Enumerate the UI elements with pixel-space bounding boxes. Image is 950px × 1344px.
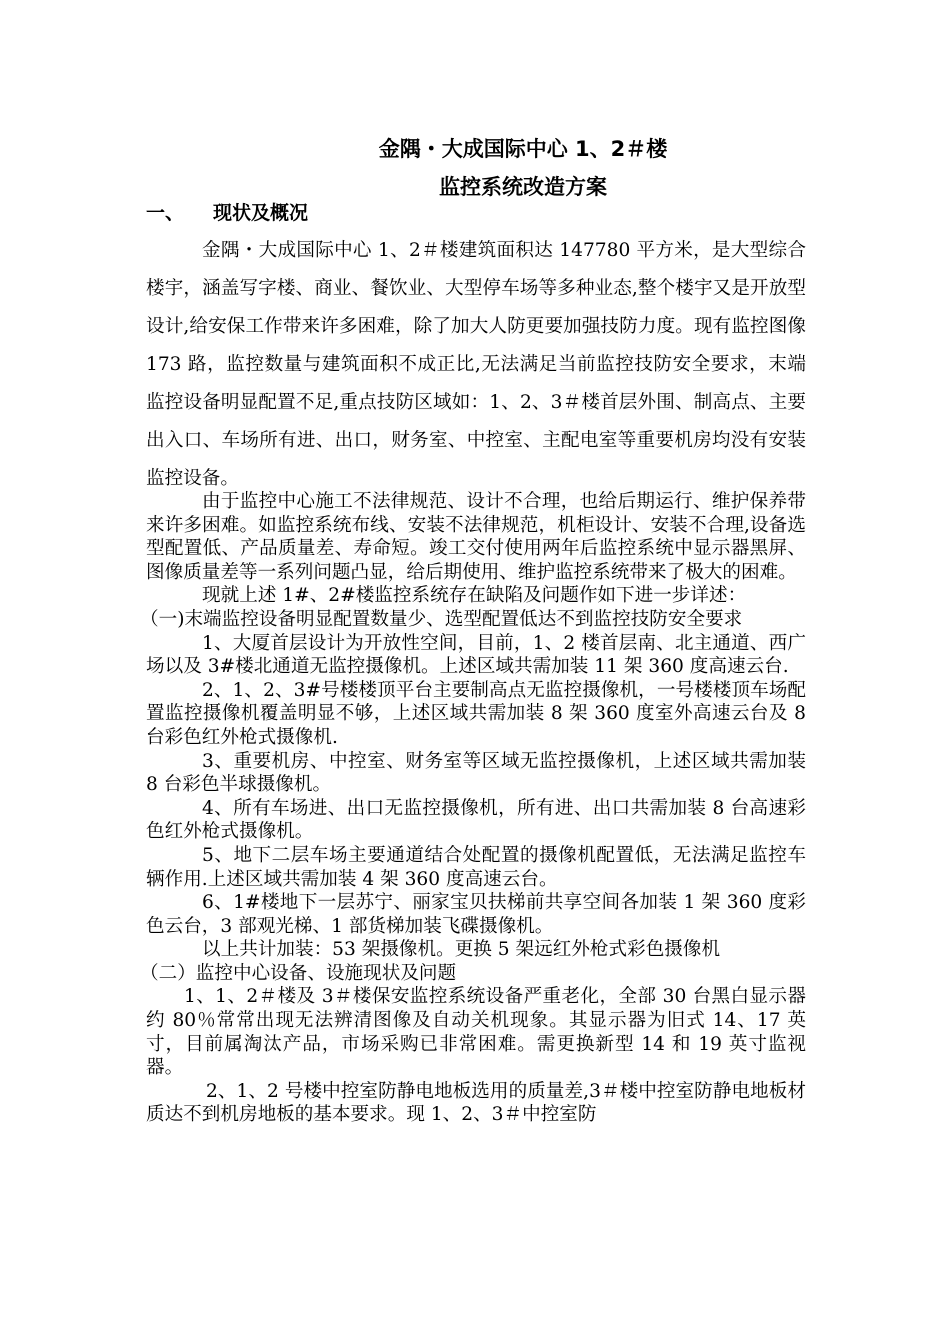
- document-title: 金隅・大成国际中心 1、2＃楼: [378, 137, 668, 161]
- paragraph: 金隅・大成国际中心 1、2＃楼建筑面积达 147780 平方米，是大型综合楼宇，涵盖写字楼、商业、餐饮业、大型停车场等多种业态,整个楼宇又是开放型设计,给安保工作带来许多困难，除了加大人防更要加强技防力度。现有监控图像 173 路，监控数量与建筑面积不成正比,无法满足当前监控技防安全要求，末端监控设备明显配置不足,重点技防区域如：1、2、3＃楼首层外围、制高点、主要出入口、车场所有进、出口，财务室、中控室、主配电室等重要机房均没有安装监控设备。: [146, 240, 806, 489]
- document-subtitle: 监控系统改造方案: [439, 175, 607, 199]
- paragraph: 4、所有车场进、出口无监控摄像机，所有进、出口共需加装 8 台高速彩色红外枪式摄像机。: [146, 797, 806, 843]
- section-title: 现状及概况: [213, 202, 309, 224]
- paragraph: 2、1、2、3#号楼楼顶平台主要制高点无监控摄像机，一号楼楼顶车场配置监控摄像机覆盖明显不够，上述区域共需加装 8 架 360 度室外高速云台及 8 台彩色红外枪式摄像机.: [146, 679, 806, 748]
- paragraph: 2、1、2 号楼中控室防静电地板选用的质量差,3＃楼中控室防静电地板材质达不到机房地板的基本要求。现 1、2、3＃中控室防: [146, 1080, 806, 1126]
- paragraph: 由于监控中心施工不法律规范、设计不合理，也给后期运行、维护保养带来许多困难。如监控系统布线、安装不法律规范，机柜设计、安装不合理,设备选型配置低、产品质量差、寿命短。竣工交付使用两年后监控系统中显示器黑屏、图像质量差等一系列问题凸显，给后期使用、维护监控系统带来了极大的困难。: [146, 491, 806, 583]
- paragraph: 3、重要机房、中控室、财务室等区域无监控摄像机，上述区域共需加装 8 台彩色半球摄像机。: [146, 750, 806, 796]
- section-number: 一、: [146, 202, 185, 224]
- paragraph: 现就上述 1#、2#楼监控系统存在缺陷及问题作如下进一步详述：: [202, 585, 747, 607]
- paragraph: 1、1、2＃楼及 3＃楼保安监控系统设备严重老化，全部 30 台黑白显示器约 80％常常出现无法辨清图像及自动关机现象。其显示器为旧式 14、17 英寸，目前属淘汰产品，市场采购已非常困难。需更换新型 14 和 19 英寸监视器。: [146, 986, 806, 1079]
- subsection-heading: （一)末端监控设备明显配置数量少、选型配置低达不到监控技防安全要求: [140, 608, 743, 630]
- subsection-heading: （二）监控中心设备、设施现状及问题: [140, 962, 457, 984]
- document-body: [140, 232, 806, 1127]
- section-heading: [146, 200, 308, 226]
- paragraph: 1、大厦首层设计为开放性空间，目前，1、2 楼首层南、北主通道、西广场以及 3#楼北通道无监控摄像机。上述区域共需加装 11 架 360 度高速云台.: [146, 632, 806, 678]
- paragraph: 以上共计加装：53 架摄像机。更换 5 架远红外枪式彩色摄像机: [202, 939, 721, 961]
- paragraph: 6、1#楼地下一层苏宁、丽家宝贝扶梯前共享空间各加装 1 架 360 度彩色云台，3 部观光梯、1 部货梯加装飞碟摄像机。: [146, 892, 806, 937]
- paragraph: 5、地下二层车场主要通道结合处配置的摄像机配置低，无法满足监控车辆作用.上述区域共需加装 4 架 360 度高速云台。: [146, 844, 806, 890]
